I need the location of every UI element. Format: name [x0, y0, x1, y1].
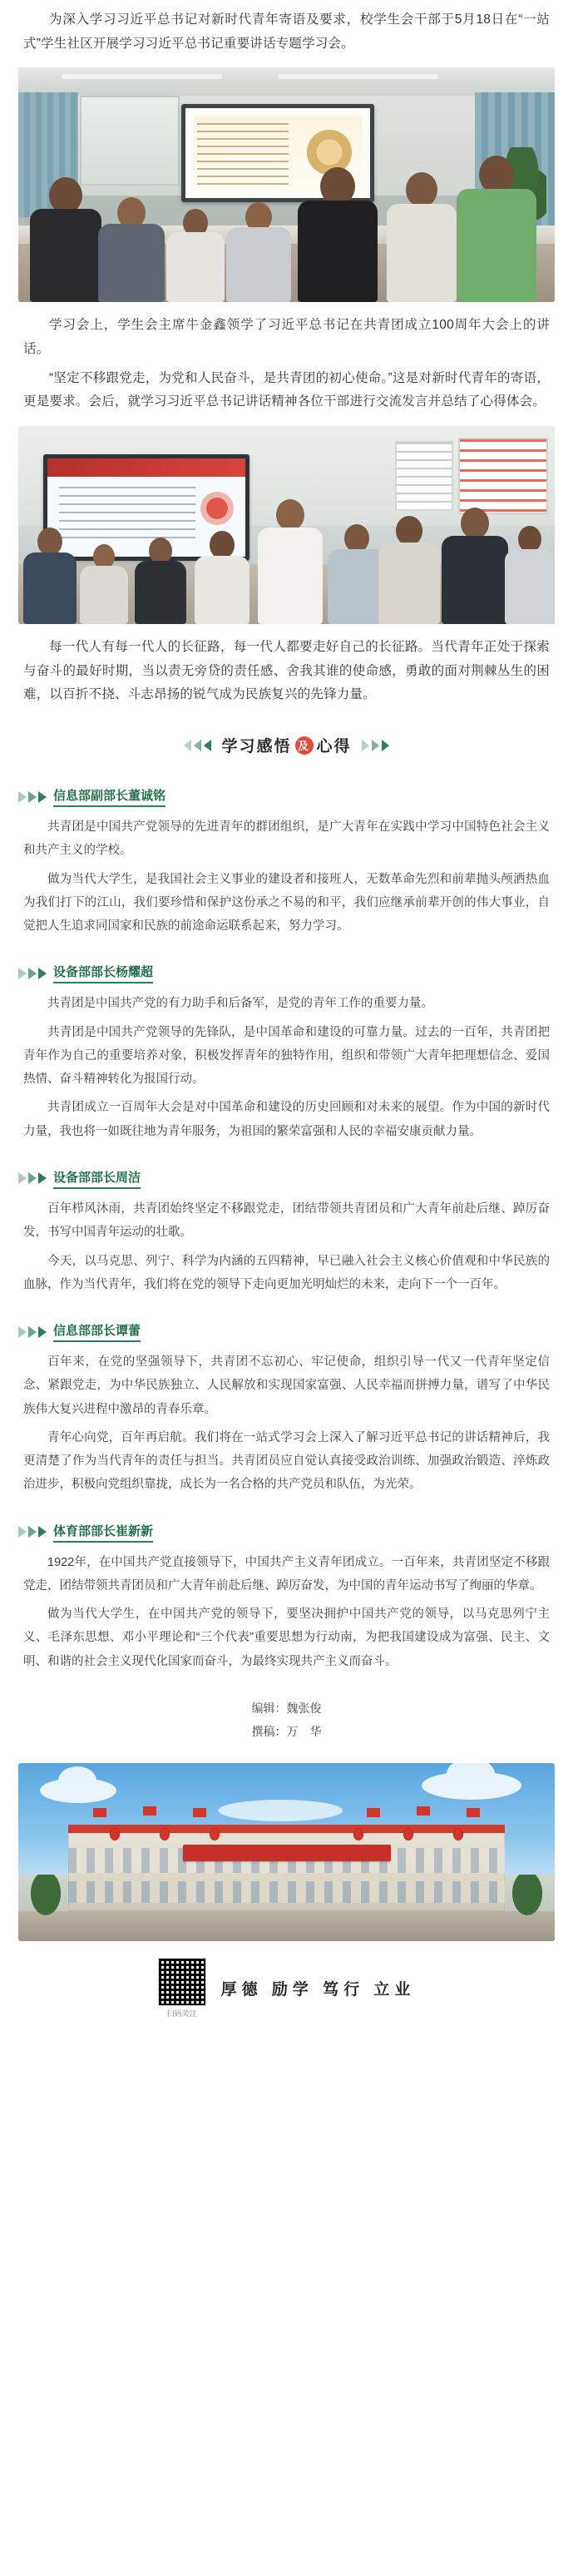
photo2-wrapper — [0, 419, 573, 627]
section-paragraph: 共青团是中国共产党领导的先进青年的群团组织，是广大青年在实践中学习中国特色社会主义和共产主义的学校。 — [23, 820, 550, 858]
intro-paragraph — [0, 0, 573, 61]
section-divider — [0, 712, 573, 771]
person — [30, 177, 101, 302]
person — [80, 544, 128, 624]
divider-title-before: 学习感悟 — [221, 738, 292, 756]
section-header — [0, 1507, 573, 1548]
section-body — [0, 1347, 573, 1507]
arrow-icon — [18, 968, 47, 979]
tree — [27, 1875, 65, 1921]
intro-text: 为深入学习习近平总书记对新时代青年寄语及要求，校学生会干部于5月18日在“一站式”学生社区开展学习习近平总书记重要讲话专题学习会。 — [23, 12, 550, 51]
person — [298, 167, 378, 302]
person — [505, 526, 555, 624]
body-paragraph-3 — [0, 627, 573, 712]
photo3-wrapper — [0, 1756, 573, 1944]
divider-title — [221, 734, 351, 756]
section-paragraph: 共青团是中国共产党的有力助手和后备军，是党的青年工作的重要力量。 — [47, 997, 433, 1011]
person — [442, 508, 508, 624]
screen-text-lines — [59, 487, 195, 545]
writer-name: 万 华 — [286, 1724, 322, 1738]
arrow-icon — [18, 1326, 47, 1338]
qr-caption: 扫码关注 — [166, 2009, 197, 2018]
person — [387, 172, 457, 302]
school-motto: 厚德 励学 笃行 立业 — [220, 1980, 416, 1999]
photo-school-building — [18, 1763, 555, 1941]
section-header — [0, 1306, 573, 1347]
section-person-name: 设备部部长周洁 — [53, 1168, 141, 1189]
section-header — [0, 1153, 573, 1194]
section-paragraph: 今天，以马克思、列宁、科学为内涵的五四精神，早已融入社会主义核心价值观和中华民族的血脉，作为当代青年，我们将在党的领导下走向更加光明灿烂的未来，走向下一个一百年。 — [23, 1254, 550, 1291]
section-header — [0, 948, 573, 988]
writer-line — [0, 1720, 573, 1743]
section-paragraph: 百年栉风沐雨，共青团始终坚定不移跟党走，团结带领共青团员和广大青年前赴后继、踔厉奋发，书写中国青年运动的壮歌。 — [23, 1201, 550, 1240]
cloud — [422, 1771, 521, 1800]
window — [80, 96, 180, 186]
divider-title-after: 心得 — [316, 738, 352, 756]
red-banner — [183, 1845, 391, 1861]
section-body — [0, 812, 573, 948]
photo-study-meeting — [18, 67, 555, 302]
body-paragraph-1 — [0, 305, 573, 366]
screen-title-bar — [47, 458, 245, 477]
tree — [508, 1875, 546, 1921]
person — [98, 197, 165, 302]
person — [23, 528, 77, 624]
person — [135, 537, 186, 624]
section-body — [0, 988, 573, 1153]
section-paragraph: 1922年，在中国共产党直接领导下，中国共产主义青年团成立。一百年来，共青团坚定不移跟党走，团结带领共青团员和广大青年前赴后继、踔厉奋发，为中国的青年运动书写了绚丽的华章。 — [23, 1555, 550, 1593]
section-person-name: 体育部部长崔新新 — [53, 1522, 153, 1543]
person — [258, 499, 323, 624]
person — [166, 209, 225, 302]
arrow-icon — [18, 1172, 47, 1184]
body-paragraph-2 — [0, 367, 573, 419]
ceiling — [18, 67, 555, 96]
lantern-row — [18, 1828, 555, 1841]
section-body — [0, 1194, 573, 1306]
section-paragraph: 共青团是中国共产党领导的先锋队，是中国革命和建设的可靠力量。过去的一百年，共青团把青年作为自己的重要培养对象，积极发挥青年的独特作用，组织和带领广大青年把理想信念、爱国热情、奋斗精神转化为报国行动。 — [23, 1025, 550, 1087]
section-header — [0, 771, 573, 812]
person — [457, 156, 536, 302]
section-person-name: 设备部部长杨耀超 — [53, 963, 153, 983]
footer — [0, 1944, 573, 2039]
screen-text-lines — [197, 123, 289, 190]
person — [226, 202, 291, 302]
editor-name: 魏张俊 — [286, 1701, 322, 1715]
arrow-icon — [18, 791, 47, 803]
section-body — [0, 1548, 573, 1683]
body-text-3: 每一代人有每一代人的长征路，每一代人都要走好自己的长征路。当代青年正处于探索与奋斗的最好时期，当以责无旁贷的责任感、舍我其谁的使命感，勇敢的面对荆棘丛生的困难，以百折不挠、斗志昂扬的锐气成为民族复兴的先锋力量。 — [23, 640, 550, 702]
screen-emblem — [200, 492, 234, 525]
section-paragraph: 做为当代大学生，是我国社会主义事业的建设者和接班人，无数革命先烈和前辈抛头颅洒热血为我们打下的江山，我们要珍惜和保护这份承之不易的和平，我们应继承前辈开创的伟大事业，自觉把人生追求同国家和民族的前途命运联系起来，努力学习。 — [23, 872, 550, 934]
section-person-name: 信息部部长谭蕾 — [53, 1321, 141, 1342]
writer-label: 撰稿： — [251, 1724, 287, 1738]
section-person-name: 信息部副部长董诚铭 — [53, 786, 165, 807]
qr-code-block[interactable] — [158, 1958, 206, 2019]
chevron-right-icon — [362, 740, 389, 751]
body-text-2: “坚定不移跟党走，为党和人民奋斗，是共青团的初心使命。”这是对新时代青年的寄语，更是要求。会后，就学习习近平总书记讲话精神各位干部进行交流发言并总结了心得体会。 — [23, 370, 550, 409]
section-paragraph: 共青团成立一百周年大会是对中国革命和建设的历史回顾和对未来的展望。作为中国的新时代力量，我也将一如既往地为青年服务，为祖国的繁荣富强和人民的幸福安康贡献力量。 — [23, 1101, 550, 1138]
person — [195, 531, 249, 624]
editor-label: 编辑： — [251, 1701, 287, 1715]
person — [328, 524, 386, 624]
chevron-left-icon — [184, 740, 211, 751]
flag-row — [18, 1806, 555, 1826]
person — [378, 516, 440, 624]
cloud — [40, 1778, 116, 1803]
section-paragraph: 百年来，在党的坚强领导下，共青团不忘初心、牢记使命，组织引导一代又一代青年坚定信念、紧跟党走，为中华民族独立、人民解放和实现国家富强、人民幸福而拼搏力量，谱写了中华民族伟大复兴进程中激昂的青春乐章。 — [23, 1355, 550, 1416]
section-paragraph: 做为当代大学生，在中国共产党的领导下，要坚决拥护中国共产党的领导，以马克思列宁主义、毛泽东思想、邓小平理论和“三个代表”重要思想为行动南，为把我国建设成为富强、民主、文明、和谐的社会主义现代化国家而奋斗，为最终实现共产主义而奋斗。 — [23, 1608, 550, 1668]
photo-discussion — [18, 426, 555, 624]
section-paragraph: 青年心向党，百年再启航。我们将在一站式学习会上深入了解习近平总书记的讲话精神后，我更清楚了作为当代青年的责任与担当。共青团员应自觉认真接受政治训练、加强政治锻造、淬炼政治进步，积极向党组织靠拢，成长为一名合格的共产党员和队伍，为光荣。 — [23, 1430, 550, 1492]
ground — [18, 1911, 555, 1941]
qr-code-icon[interactable] — [158, 1958, 206, 2006]
body-text-1: 学习会上，学生会主席牛金鑫领学了习近平总书记在共青团成立100周年大会上的讲话。 — [23, 318, 550, 357]
notice-board-middle — [395, 441, 453, 511]
divider-badge: 及 — [295, 736, 314, 755]
editor-line — [0, 1697, 573, 1720]
arrow-icon — [18, 1526, 47, 1538]
photo1-wrapper — [0, 61, 573, 305]
notice-board-right — [458, 438, 548, 514]
credits — [0, 1683, 573, 1756]
